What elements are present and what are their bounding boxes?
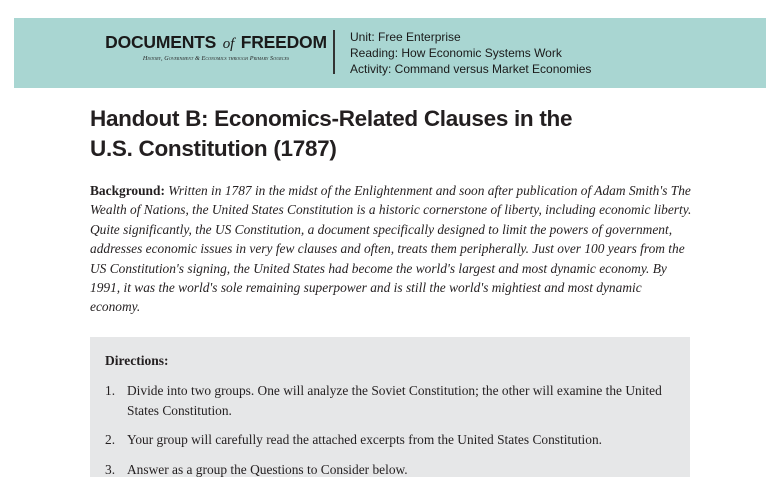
list-item-text: Answer as a group the Questions to Consider below. — [127, 461, 408, 477]
list-item — [105, 430, 675, 450]
header-banner — [14, 18, 766, 88]
title-line-1: Handout B: Economics-Related Clauses in the — [90, 106, 573, 131]
brand-logo — [96, 32, 336, 62]
background-paragraph — [90, 181, 692, 317]
reading-label: Reading: How Economic Systems Work — [350, 46, 562, 60]
list-item-text: Your group will carefully read the attached excerpts from the United States Constitution. — [127, 432, 603, 447]
activity-label: Activity: Command versus Market Economies — [350, 62, 592, 76]
list-item-text: Divide into two groups. One will analyze the Soviet Constitution; the other will examine the United States Constitution. — [127, 383, 662, 418]
list-item-number: 3. — [105, 461, 116, 477]
title-line-2: U.S. Constitution (1787) — [90, 136, 337, 161]
unit-label: Unit: Free Enterprise — [350, 30, 461, 44]
background-text: Written in 1787 in the midst of the Enlightenment and soon after publication of Adam Smith's The Wealth of Nations, the United States Constitution is a historic cornerstone of liberty, including economic liberty. Quite significantly, the US Constitution, a document specifically designed to limit the powers of government, addresses economic issues in very few clauses and often, treats them peripherally. Just over 100 years from the US Constitution's signing, the United States had become the world's largest and most dynamic economy. By 1991, it was the world's sole remaining superpower and is still the world's mightiest and most dynamic economy. — [90, 183, 692, 315]
list-item-number: 1. — [105, 383, 116, 398]
list-item-number: 2. — [105, 432, 116, 447]
page-title — [90, 104, 690, 164]
list-item — [105, 381, 675, 420]
directions-box — [90, 337, 690, 477]
list-item — [105, 460, 675, 480]
header-divider — [333, 30, 335, 74]
background-label: Background: — [90, 183, 165, 198]
brand-title: DOCUMENTS of FREEDOM — [105, 32, 327, 52]
directions-list — [105, 381, 675, 489]
directions-heading: Directions: — [105, 353, 169, 368]
brand-subtitle: History, Government & Economics through Primary Sources — [142, 55, 290, 62]
unit-info — [350, 29, 591, 77]
